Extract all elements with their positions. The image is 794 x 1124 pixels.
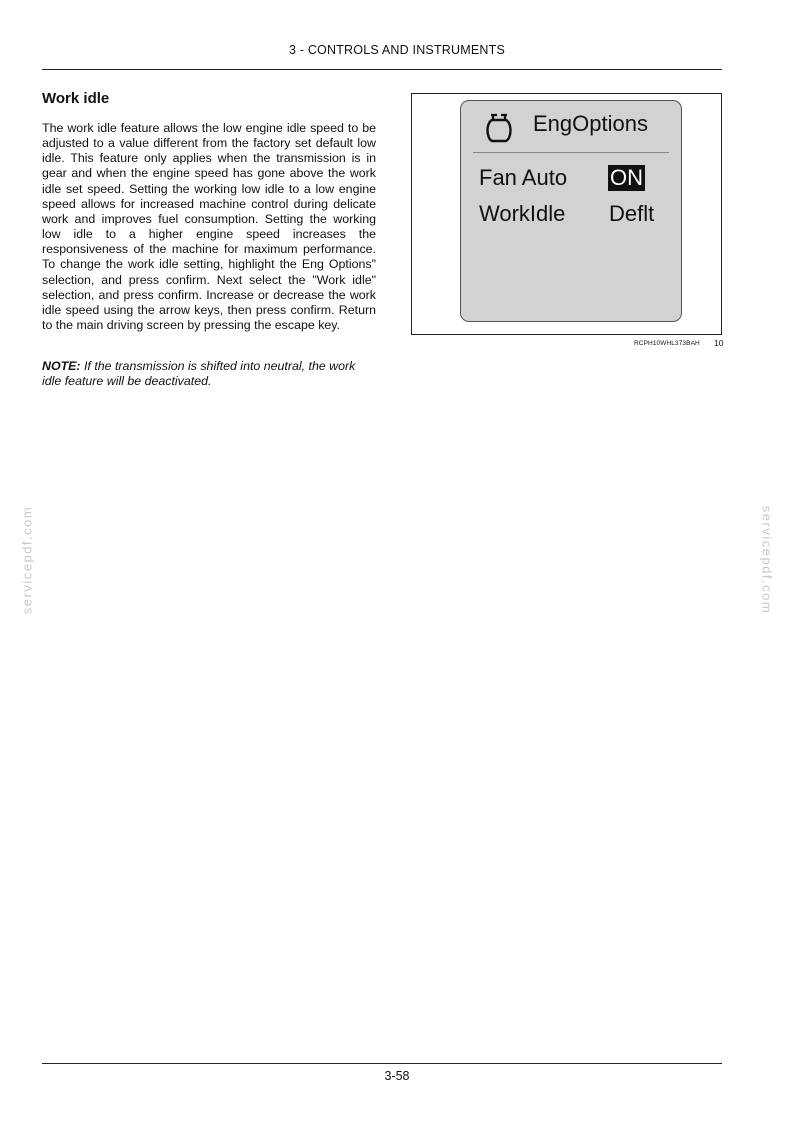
engine-icon: [483, 111, 515, 145]
note-paragraph: [42, 359, 376, 389]
section-body: The work idle feature allows the low engine idle speed to be adjusted to a value different from the factory set default low idle. This feature only applies when the transmission is in gear and when the engine speed has gone above the work idle set speed. Setting the working low idle to a low engine speed allows for increased machine control during delicate work and improves fuel consumption. Setting the working low idle to a higher engine speed increases the responsiveness of the machine for maximum performance. To change the work idle setting, highlight the Eng Options" selection, and press confirm. Next select the "Work idle" selection, and press confirm. Increase or decrease the work idle speed using the arrow keys, then press confirm. Return to the main driving screen by pressing the escape key.: [42, 121, 376, 333]
option-value-work-idle[interactable]: Deflt: [609, 201, 655, 226]
footer-divider: [42, 1063, 722, 1064]
watermark-left: servicepdf.com: [19, 505, 35, 615]
page-number: 3-58: [384, 1069, 410, 1083]
figure-number: 10: [714, 338, 724, 348]
header-divider: [42, 69, 722, 70]
screen-divider: [473, 152, 669, 153]
watermark-right: servicepdf.com: [759, 505, 775, 615]
chapter-header: 3 - CONTROLS AND INSTRUMENTS: [288, 43, 506, 57]
screen-title: EngOptions: [533, 111, 648, 136]
option-label-fan-auto[interactable]: Fan Auto: [479, 165, 568, 190]
screen-title-row: [461, 101, 681, 151]
section-title: Work idle: [42, 90, 110, 107]
display-screen: [460, 100, 682, 322]
figure-code: RCPH10WHL373BAH: [634, 340, 700, 347]
option-value-fan-auto[interactable]: ON: [610, 165, 643, 190]
note-text: If the transmission is shifted into neutral, the work idle feature will be deactivated.: [42, 359, 356, 389]
figure-frame: [411, 93, 722, 335]
note-label: NOTE:: [42, 359, 81, 373]
option-label-work-idle[interactable]: WorkIdle: [479, 201, 566, 226]
